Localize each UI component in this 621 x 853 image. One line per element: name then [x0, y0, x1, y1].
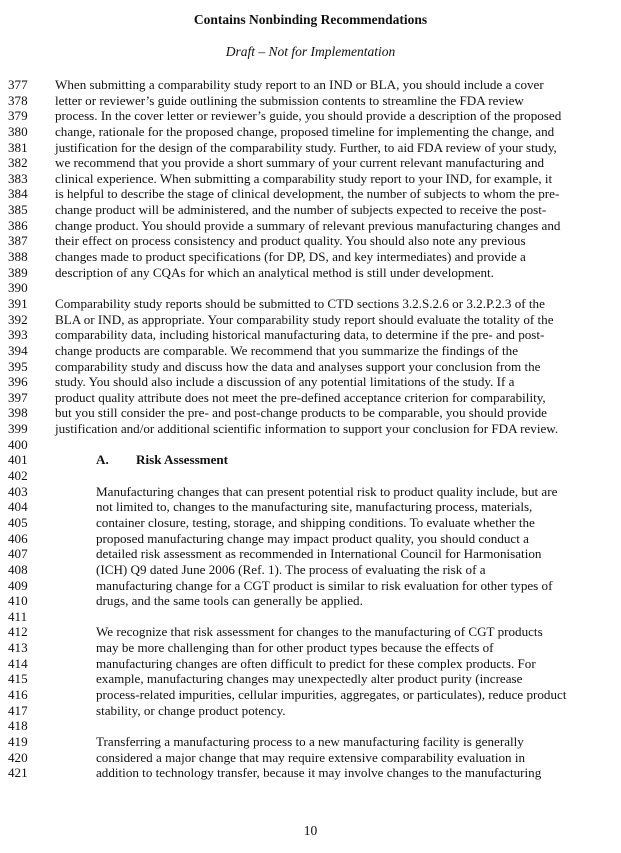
document-line [0, 202, 621, 218]
line-text: detailed risk assessment as recommended in International Council for Harmonisation [96, 546, 542, 562]
line-number: 418 [8, 718, 28, 734]
line-text: study. You should also include a discussion of any potential limitations of the study. If a [55, 374, 515, 390]
line-text: manufacturing change for a CGT product is similar to risk evaluation for other types of [96, 577, 553, 593]
line-text: proposed manufacturing change may impact product quality, you should conduct a [96, 530, 529, 546]
document-line [0, 499, 621, 515]
line-number: 410 [8, 593, 28, 609]
document-line [0, 718, 621, 734]
document-line [0, 734, 621, 750]
line-number: 419 [8, 733, 28, 749]
line-text: Comparability study reports should be submitted to CTD sections 3.2.S.2.6 or 3.2.P.2.3 of the [55, 295, 545, 311]
line-number: 414 [8, 655, 28, 671]
line-text: change products are comparable. We recommend that you summarize the findings of the [55, 342, 519, 358]
line-text: product quality attribute does not meet the pre-defined acceptance criterion for comparability, [55, 389, 546, 405]
line-number: 421 [8, 765, 28, 781]
line-number: 377 [8, 77, 28, 92]
line-number: 400 [8, 436, 28, 452]
line-text: container closure, testing, storage, and shipping conditions. To evaluate whether the [96, 514, 535, 530]
line-number: 382 [8, 155, 28, 171]
line-text: change, rationale for the proposed change, proposed timeline for implementing the change, and [55, 123, 555, 139]
document-line [0, 186, 621, 202]
line-text: not limited to, changes to the manufacturing site, manufacturing process, materials, [96, 499, 533, 515]
document-line [0, 421, 621, 437]
document-line [0, 750, 621, 766]
line-number: 417 [8, 702, 28, 718]
document-line [0, 687, 621, 703]
document-line [0, 93, 621, 109]
line-number: 411 [8, 608, 28, 624]
line-number: 399 [8, 421, 28, 437]
line-text: comparability study and discuss how the data and analyses support your conclusion from the [55, 358, 541, 374]
line-text: (ICH) Q9 dated June 2006 (Ref. 1). The process of evaluating the risk of a [96, 561, 486, 577]
line-text: process. In the cover letter or reviewer’s guide, you should provide a description of the proposed [55, 108, 562, 124]
line-text: their effect on process consistency and product quality. You should also note any previous [55, 233, 526, 249]
line-text: process-related impurities, cellular impurities, aggregates, or particulates), reduce product [96, 686, 567, 702]
line-number: 385 [8, 202, 28, 218]
line-text: addition to technology transfer, because it may involve changes to the manufacturing [96, 765, 542, 781]
document-line [0, 546, 621, 562]
document-line [0, 703, 621, 719]
line-text: considered a major change that may require extensive comparability evaluation in [96, 749, 526, 765]
line-text: Manufacturing changes that can present potential risk to product quality include, but are [96, 483, 558, 499]
line-text: We recognize that risk assessment for changes to the manufacturing of CGT products [96, 624, 543, 640]
document-line [0, 515, 621, 531]
line-text: BLA or IND, as appropriate. Your comparability study report should evaluate the totality of the [55, 311, 554, 327]
line-text: change product will be administered, and the number of subjects expected to receive the post- [55, 202, 547, 218]
line-text: is helpful to describe the stage of clinical development, the number of subjects to whom the pre- [55, 186, 560, 202]
document-line [0, 405, 621, 421]
line-number: 412 [8, 624, 28, 640]
document-line [0, 437, 621, 453]
line-number: 405 [8, 514, 28, 530]
document-body [0, 77, 621, 781]
page-number: 10 [303, 823, 318, 838]
draft-notice: Draft – Not for Implementation [225, 44, 396, 59]
document-line [0, 280, 621, 296]
line-text: we recommend that you provide a short summary of your current relevant manufacturing and [55, 155, 545, 171]
line-number: 401 [8, 452, 28, 468]
line-number: 393 [8, 327, 28, 343]
section-heading [0, 452, 621, 468]
document-line [0, 359, 621, 375]
line-number: 416 [8, 686, 28, 702]
line-number: 392 [8, 311, 28, 327]
line-text: drugs, and the same tools can generally be applied. [96, 593, 363, 609]
document-line [0, 233, 621, 249]
document-line [0, 531, 621, 547]
line-text: clinical experience. When submitting a comparability study report to your IND, for example, it [55, 170, 553, 186]
line-text: justification for the design of the comparability study. Further, to aid FDA review of your study, [55, 139, 557, 155]
line-text: letter or reviewer’s guide outlining the submission contents to streamline the FDA review [55, 92, 524, 108]
document-line [0, 484, 621, 500]
line-number: 420 [8, 749, 28, 765]
line-text: may be more challenging than for other product types because the effects of [96, 640, 494, 656]
line-text: manufacturing changes are often difficult to predict for these complex products. For [96, 655, 536, 671]
document-line [0, 218, 621, 234]
line-number: 381 [8, 139, 28, 155]
document-line [0, 390, 621, 406]
page-header: Contains Nonbinding Recommendations [193, 12, 428, 27]
line-text: change product. You should provide a summary of relevant previous manufacturing changes and [55, 217, 561, 233]
line-number: 380 [8, 123, 28, 139]
line-number: 378 [8, 92, 28, 108]
line-number: 406 [8, 530, 28, 546]
document-line [0, 171, 621, 187]
line-text: comparability data, including historical manufacturing data, to determine if the pre- and post- [55, 327, 545, 343]
line-number: 386 [8, 217, 28, 233]
document-line [0, 593, 621, 609]
line-text: Transferring a manufacturing process to a new manufacturing facility is generally [96, 733, 524, 749]
document-line [0, 578, 621, 594]
document-line [0, 624, 621, 640]
line-number: 383 [8, 170, 28, 186]
document-line [0, 609, 621, 625]
document-line [0, 124, 621, 140]
document-line [0, 155, 621, 171]
line-number: 388 [8, 249, 28, 265]
line-text: justification and/or additional scientific information to support your conclusion for FDA review. [55, 421, 559, 437]
line-number: 413 [8, 640, 28, 656]
line-text: but you still consider the pre- and post-change products to be comparable, you should provide [55, 405, 547, 421]
line-number: 398 [8, 405, 28, 421]
line-text: stability, or change product potency. [96, 702, 286, 718]
document-line [0, 343, 621, 359]
line-number: 387 [8, 233, 28, 249]
line-number: 384 [8, 186, 28, 202]
line-number: 394 [8, 342, 28, 358]
section-letter: A. [96, 452, 109, 468]
section-title: Risk Assessment [136, 452, 229, 468]
line-number: 390 [8, 280, 28, 296]
document-line [0, 468, 621, 484]
line-number: 397 [8, 389, 28, 405]
document-line [0, 671, 621, 687]
line-number: 391 [8, 295, 28, 311]
document-line [0, 296, 621, 312]
line-number: 402 [8, 468, 28, 484]
line-number: 408 [8, 561, 28, 577]
document-line [0, 562, 621, 578]
document-line [0, 265, 621, 281]
document-line [0, 77, 621, 93]
document-line [0, 765, 621, 781]
line-number: 409 [8, 577, 28, 593]
line-text: example, manufacturing changes may unexpectedly alter product purity (increase [96, 671, 523, 687]
document-line [0, 312, 621, 328]
line-number: 403 [8, 483, 28, 499]
line-number: 395 [8, 358, 28, 374]
line-number: 389 [8, 264, 28, 280]
document-line [0, 249, 621, 265]
line-text: When submitting a comparability study report to an IND or BLA, you should include a cover [55, 77, 544, 92]
line-number: 396 [8, 374, 28, 390]
line-text: changes made to product specifications (for DP, DS, and key intermediates) and provide a [55, 249, 526, 265]
document-line [0, 656, 621, 672]
line-number: 407 [8, 546, 28, 562]
line-number: 379 [8, 108, 28, 124]
document-line [0, 640, 621, 656]
line-number: 415 [8, 671, 28, 687]
document-line [0, 374, 621, 390]
document-line [0, 108, 621, 124]
line-text: description of any CQAs for which an analytical method is still under development. [55, 264, 494, 280]
line-number: 404 [8, 499, 28, 515]
document-line [0, 140, 621, 156]
document-line [0, 327, 621, 343]
